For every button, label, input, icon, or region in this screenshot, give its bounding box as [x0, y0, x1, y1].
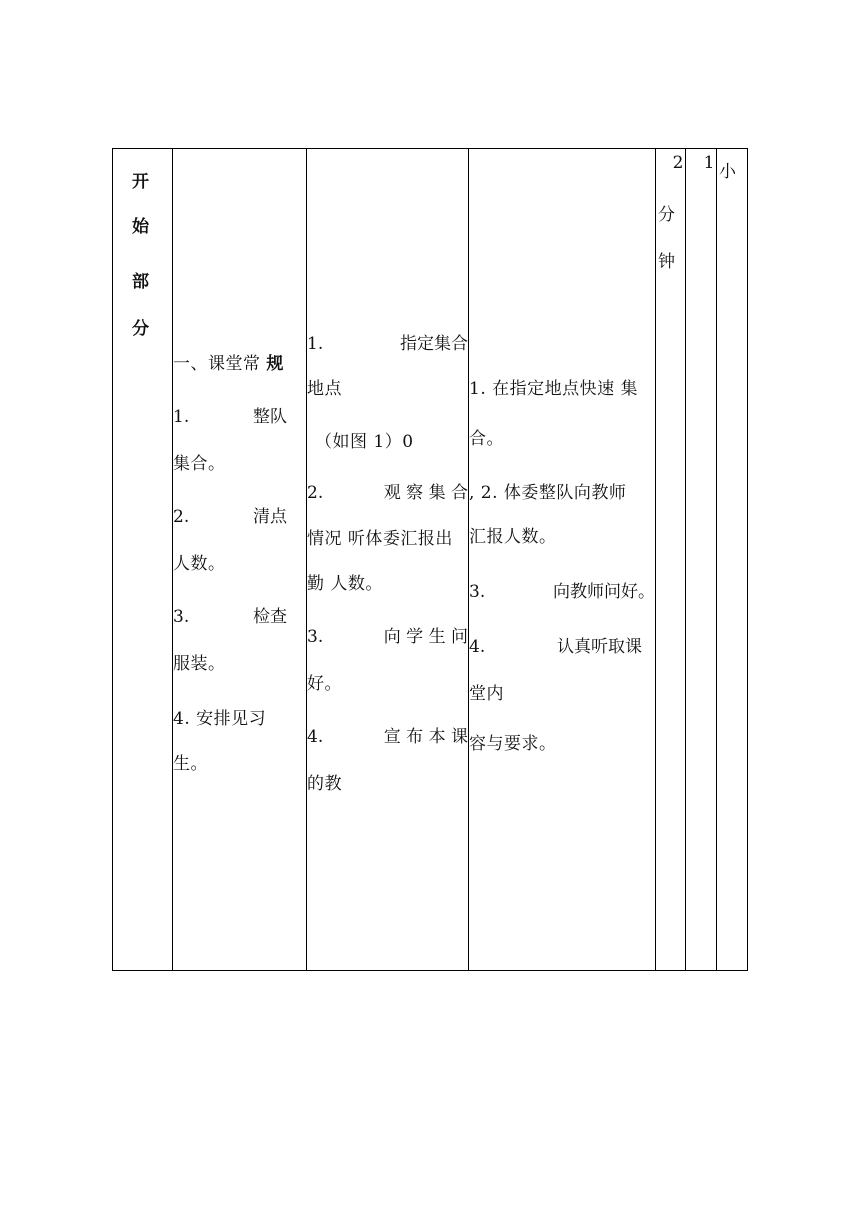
student-line: 1. 在指定地点快速 集 [469, 379, 639, 399]
content-title [173, 354, 284, 374]
line-text: 认真听取课 [557, 637, 642, 657]
section-cell [113, 149, 172, 970]
section-char: 分 [132, 319, 150, 339]
section-char: 部 [132, 272, 150, 292]
teacher-line: 情况 听体委汇报出 [307, 529, 453, 549]
line-text: 指定集合 [400, 334, 468, 354]
teacher-line: 地点 [307, 379, 342, 399]
time-unit-char: 钟 [658, 252, 676, 272]
teacher-line: 勤 人数。 [307, 574, 383, 594]
content-cell [173, 149, 306, 970]
line-number: 2. [307, 483, 324, 503]
teacher-line: 的教 [307, 774, 342, 794]
item-number: 1. [173, 407, 190, 427]
item-text: 检查 [253, 607, 287, 627]
intensity-value: 小 [719, 162, 737, 182]
line-number: 3. [307, 627, 324, 647]
teacher-activity-cell [307, 149, 468, 970]
item-continuation: 人数。 [173, 554, 226, 574]
line-text: 观 察 集 合 [383, 483, 468, 503]
section-char: 开 [132, 172, 150, 192]
time-number: 2 [672, 153, 684, 173]
student-line: , 2. 体委整队向教师 [469, 483, 627, 503]
teacher-line: （如图 1）0 [315, 432, 414, 452]
student-line: 汇报人数。 [469, 527, 557, 547]
line-text: 宣 布 本 课 [383, 727, 468, 747]
student-line: 堂内 [469, 684, 504, 704]
item-number: 3. [173, 607, 190, 627]
item-number: 2. [173, 507, 190, 527]
item-continuation: 生。 [173, 754, 208, 774]
item-continuation: 服装。 [173, 654, 226, 674]
line-number: 4. [307, 727, 324, 747]
line-number: 3. [469, 582, 486, 602]
time-unit-char: 分 [658, 205, 676, 225]
line-text: 向 学 生 问 [383, 627, 468, 647]
count-value: 1 [703, 153, 715, 173]
content-item: 4. 安排见习 [173, 709, 267, 729]
item-text: 整队 [253, 407, 287, 427]
teacher-line: 好。 [307, 674, 342, 694]
section-char: 始 [132, 217, 150, 237]
line-number: 4. [469, 637, 486, 657]
item-text: 清点 [253, 507, 287, 527]
student-line: 容与要求。 [469, 734, 557, 754]
lesson-plan-table [112, 148, 748, 971]
student-activity-cell [469, 149, 655, 970]
content-title-bold: 规 [266, 354, 284, 374]
intensity-cell [717, 149, 749, 970]
student-line: 合。 [469, 429, 504, 449]
count-cell [686, 149, 716, 970]
content-title-text: 一、课堂常 [173, 354, 261, 374]
line-number: 1. [307, 334, 324, 354]
line-text: 向教师问好。 [553, 582, 655, 602]
item-continuation: 集合。 [173, 454, 226, 474]
time-cell [656, 149, 685, 970]
